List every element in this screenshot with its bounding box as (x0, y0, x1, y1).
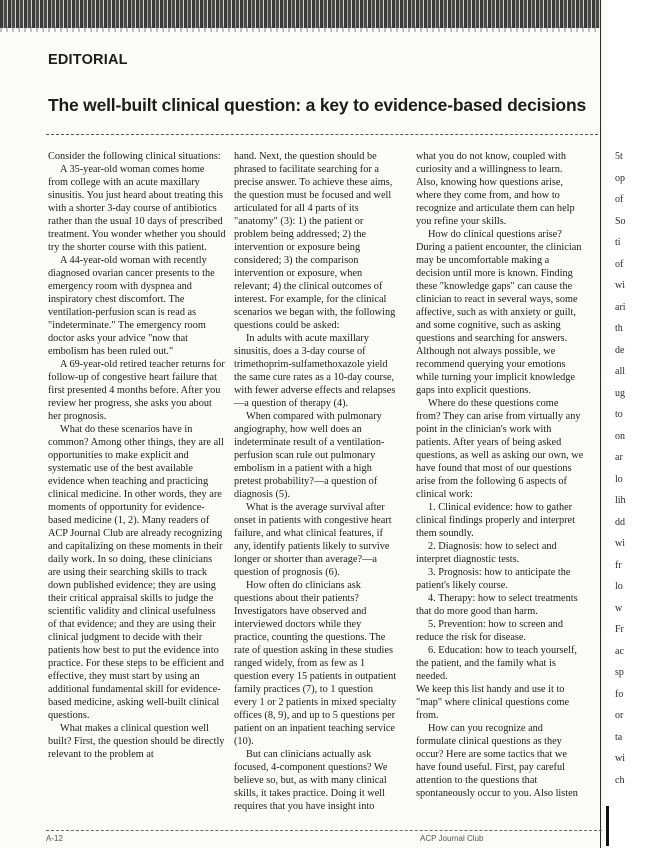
paragraph: 2. Diagnosis: how to select and interpret diagnostic tests. (416, 541, 557, 565)
page-number: A-12 (46, 834, 63, 843)
scan-artifact-fade (0, 26, 654, 32)
edge-text-fragment: ug (615, 387, 625, 399)
edge-text-fragment: wi (615, 538, 625, 549)
edge-text-fragment: of (615, 258, 624, 270)
paragraph: What makes a clinical question well built? First, the question should be directly relevant to the problem at (48, 723, 225, 760)
article-title: The well-built clinical question: a key to evidence-based decisions (48, 95, 586, 115)
edge-text-fragment: lo (615, 581, 623, 592)
edge-text-fragment: dd (615, 516, 625, 528)
edge-text-fragment: wi (615, 280, 625, 291)
binding-mark (606, 806, 609, 846)
edge-text-fragment: or (615, 710, 624, 721)
paragraph: 3. Prognosis: how to anticipate the patient's likely course. (416, 567, 571, 591)
paragraph: Consider the following clinical situations: (48, 151, 221, 162)
edge-text-fragment: fo (615, 688, 624, 700)
edge-text-fragment: on (615, 430, 625, 442)
paragraph: How often do clinicians ask questions about their patients? Investigators have observed and interviewed doctors while they practice, counting the questions. The rate of question asking in these studies ranged widely, from as few as 1 question every 15 patients in outpatient family practices (7), to 1 question every 1 or 2 patients in mixed specialty offices (8, 9), and up to 5 questions per patient on an inpatient teaching service (10). (234, 580, 397, 747)
paragraph: A 44-year-old woman with recently diagnosed ovarian cancer presents to the emergency room with dyspnea and inspiratory chest discomfort. The ventilation-perfusion scan is read as "indeterminate." The emergency room doctor asks your advice "now that embolism has been ruled out." (48, 255, 215, 357)
paragraph: A 35-year-old woman comes home from college with an acute maxillary sinusitis. You just heard about treating this with a shorter 3-day course of antibiotics rather than the usual 10 days of prescribed treatment. You wonder whether you should try the shorter course with this patient. (48, 164, 226, 253)
edge-text-fragment: of (615, 194, 624, 205)
edge-text-fragment: de (615, 344, 625, 356)
paragraph: What do these scenarios have in common? Among other things, they are all opportunities to make explicit and systematic use of the best available evidence when teaching and practicing clinical medicine. In other words, they are moments of opportunity for evidence-based medicine (1, 2). Many readers of ACP Journal Club are already recognizing and capitalizing on these moments in their daily work. In so doing, these clinicians are using their searching skills to track down published evidence; they are using their critical appraisal skills to judge the scientific validity and clinical usefulness of that evidence; and they are using their clinical judgment to decide with their patients how best to put the evidence into practice. For these steps to be efficient and effective, they must start by using an additional fundamental skill for evidence-based medicine, asking well-built clinical questions. (48, 424, 224, 721)
edge-text-fragment: sp (615, 667, 624, 678)
edge-text-fragment: ti (615, 237, 621, 248)
paragraph: Where do these questions come from? They can arise from virtually any point in the clinician's work with patients. After years of being asked questions, as well as asking our own, we have found that most of our questions arise from the following 6 aspects of clinical work: (416, 398, 584, 500)
text-column-3 (416, 150, 584, 800)
footer-divider (46, 830, 602, 831)
edge-text-fragment: lo (615, 473, 623, 485)
footer-note: ACP Journal Club (420, 834, 484, 843)
edge-text-fragment: wi (615, 753, 625, 764)
edge-text-fragment: ta (615, 731, 623, 743)
edge-text-fragment: fr (615, 559, 622, 571)
text-column-1 (48, 150, 226, 761)
edge-text-fragment: op (615, 172, 625, 184)
paragraph: We keep this list handy and use it to "map" where clinical questions come from. (416, 684, 570, 721)
edge-text-fragment: 5t (615, 151, 623, 162)
paragraph: When compared with pulmonary angiography, how well does an indeterminate result of a ventilation-perfusion scan rule out pulmonary embolism in a patient with a high pretest probability?—a question of diagnosis (5). (234, 411, 385, 500)
edge-text-fragment: w (615, 602, 623, 614)
title-divider (46, 134, 598, 135)
paragraph: what you do not know, coupled with curiosity and a willingness to learn. Also, knowing how questions arise, where they come from, and how to recognize and articulate them can help you refine your skills. (416, 151, 575, 227)
paragraph: A 69-year-old retired teacher returns for follow-up of congestive heart failure that first presented 4 months before. After you review her progress, she asks you about her prognosis. (48, 359, 225, 422)
text-column-2 (234, 150, 398, 813)
paragraph: What is the average survival after onset in patients with congestive heart failure, and what clinical features, if any, identify patients likely to survive longer or shorter than average?—a question of prognosis (6). (234, 502, 392, 578)
paragraph: But can clinicians actually ask focused, 4-component questions? We believe so, but, as with many clinical skills, it takes practice. Doing it well requires that you have insight into (234, 749, 388, 812)
paragraph: 4. Therapy: how to select treatments that do more good than harm. (416, 593, 578, 617)
edge-text-fragment: th (615, 323, 623, 334)
edge-text-fragment: to (615, 409, 623, 420)
edge-text-fragment: ch (615, 774, 625, 786)
edge-text-fragment: Fr (615, 624, 624, 635)
paragraph: hand. Next, the question should be phrased to facilitate searching for a precise answer. To achieve these aims, the question must be focused and well articulated for all 4 parts of its "anatomy" (3): 1) the patient or problem being addressed; 2) the intervention or exposure being considered; 3) the comparison intervention or exposure, when relevant; 4) the clinical outcomes of interest. For example, for the clinical scenarios we began with, the following questions could be asked: (234, 151, 396, 331)
paragraph: 6. Education: how to teach yourself, the patient, and the family what is needed. (416, 645, 577, 682)
paragraph: 1. Clinical evidence: how to gather clinical findings properly and interpret them soundly. (416, 502, 575, 539)
edge-text-fragment: lih (615, 495, 626, 506)
edge-text-fragment: ari (615, 301, 626, 313)
edge-text-fragment: ac (615, 645, 624, 657)
paragraph: How can you recognize and formulate clinical questions as they occur? Here are some tactics that we have found useful. First, pay careful attention to the questions that spontaneously occur to you. Also listen (416, 723, 578, 799)
adjacent-page-edge (600, 0, 654, 848)
section-label: EDITORIAL (48, 52, 128, 68)
edge-text-fragment: all (615, 366, 625, 377)
edge-text-fragment: ar (615, 452, 623, 463)
paragraph: In adults with acute maxillary sinusitis, does a 3-day course of trimethoprim-sulfamethoxazole yield the same cure rates as a 10-day course, with fewer adverse effects and relapses—a question of therapy (4). (234, 333, 396, 409)
paragraph: How do clinical questions arise? During a patient encounter, the clinician may be uncomfortable making a decision until more is known. Finding these "knowledge gaps" can cause the clinician to react in several ways, some affective, such as with anxiety or guilt, and some cognitive, such as asking questions and searching for answers. Although not always possible, we recommend querying your emotions while turning your implicit knowledge gaps into explicit questions. (416, 229, 582, 396)
scan-artifact-top (0, 0, 654, 28)
paragraph: 5. Prevention: how to screen and reduce the risk for disease. (416, 619, 563, 643)
edge-text-fragment: So (615, 215, 626, 227)
